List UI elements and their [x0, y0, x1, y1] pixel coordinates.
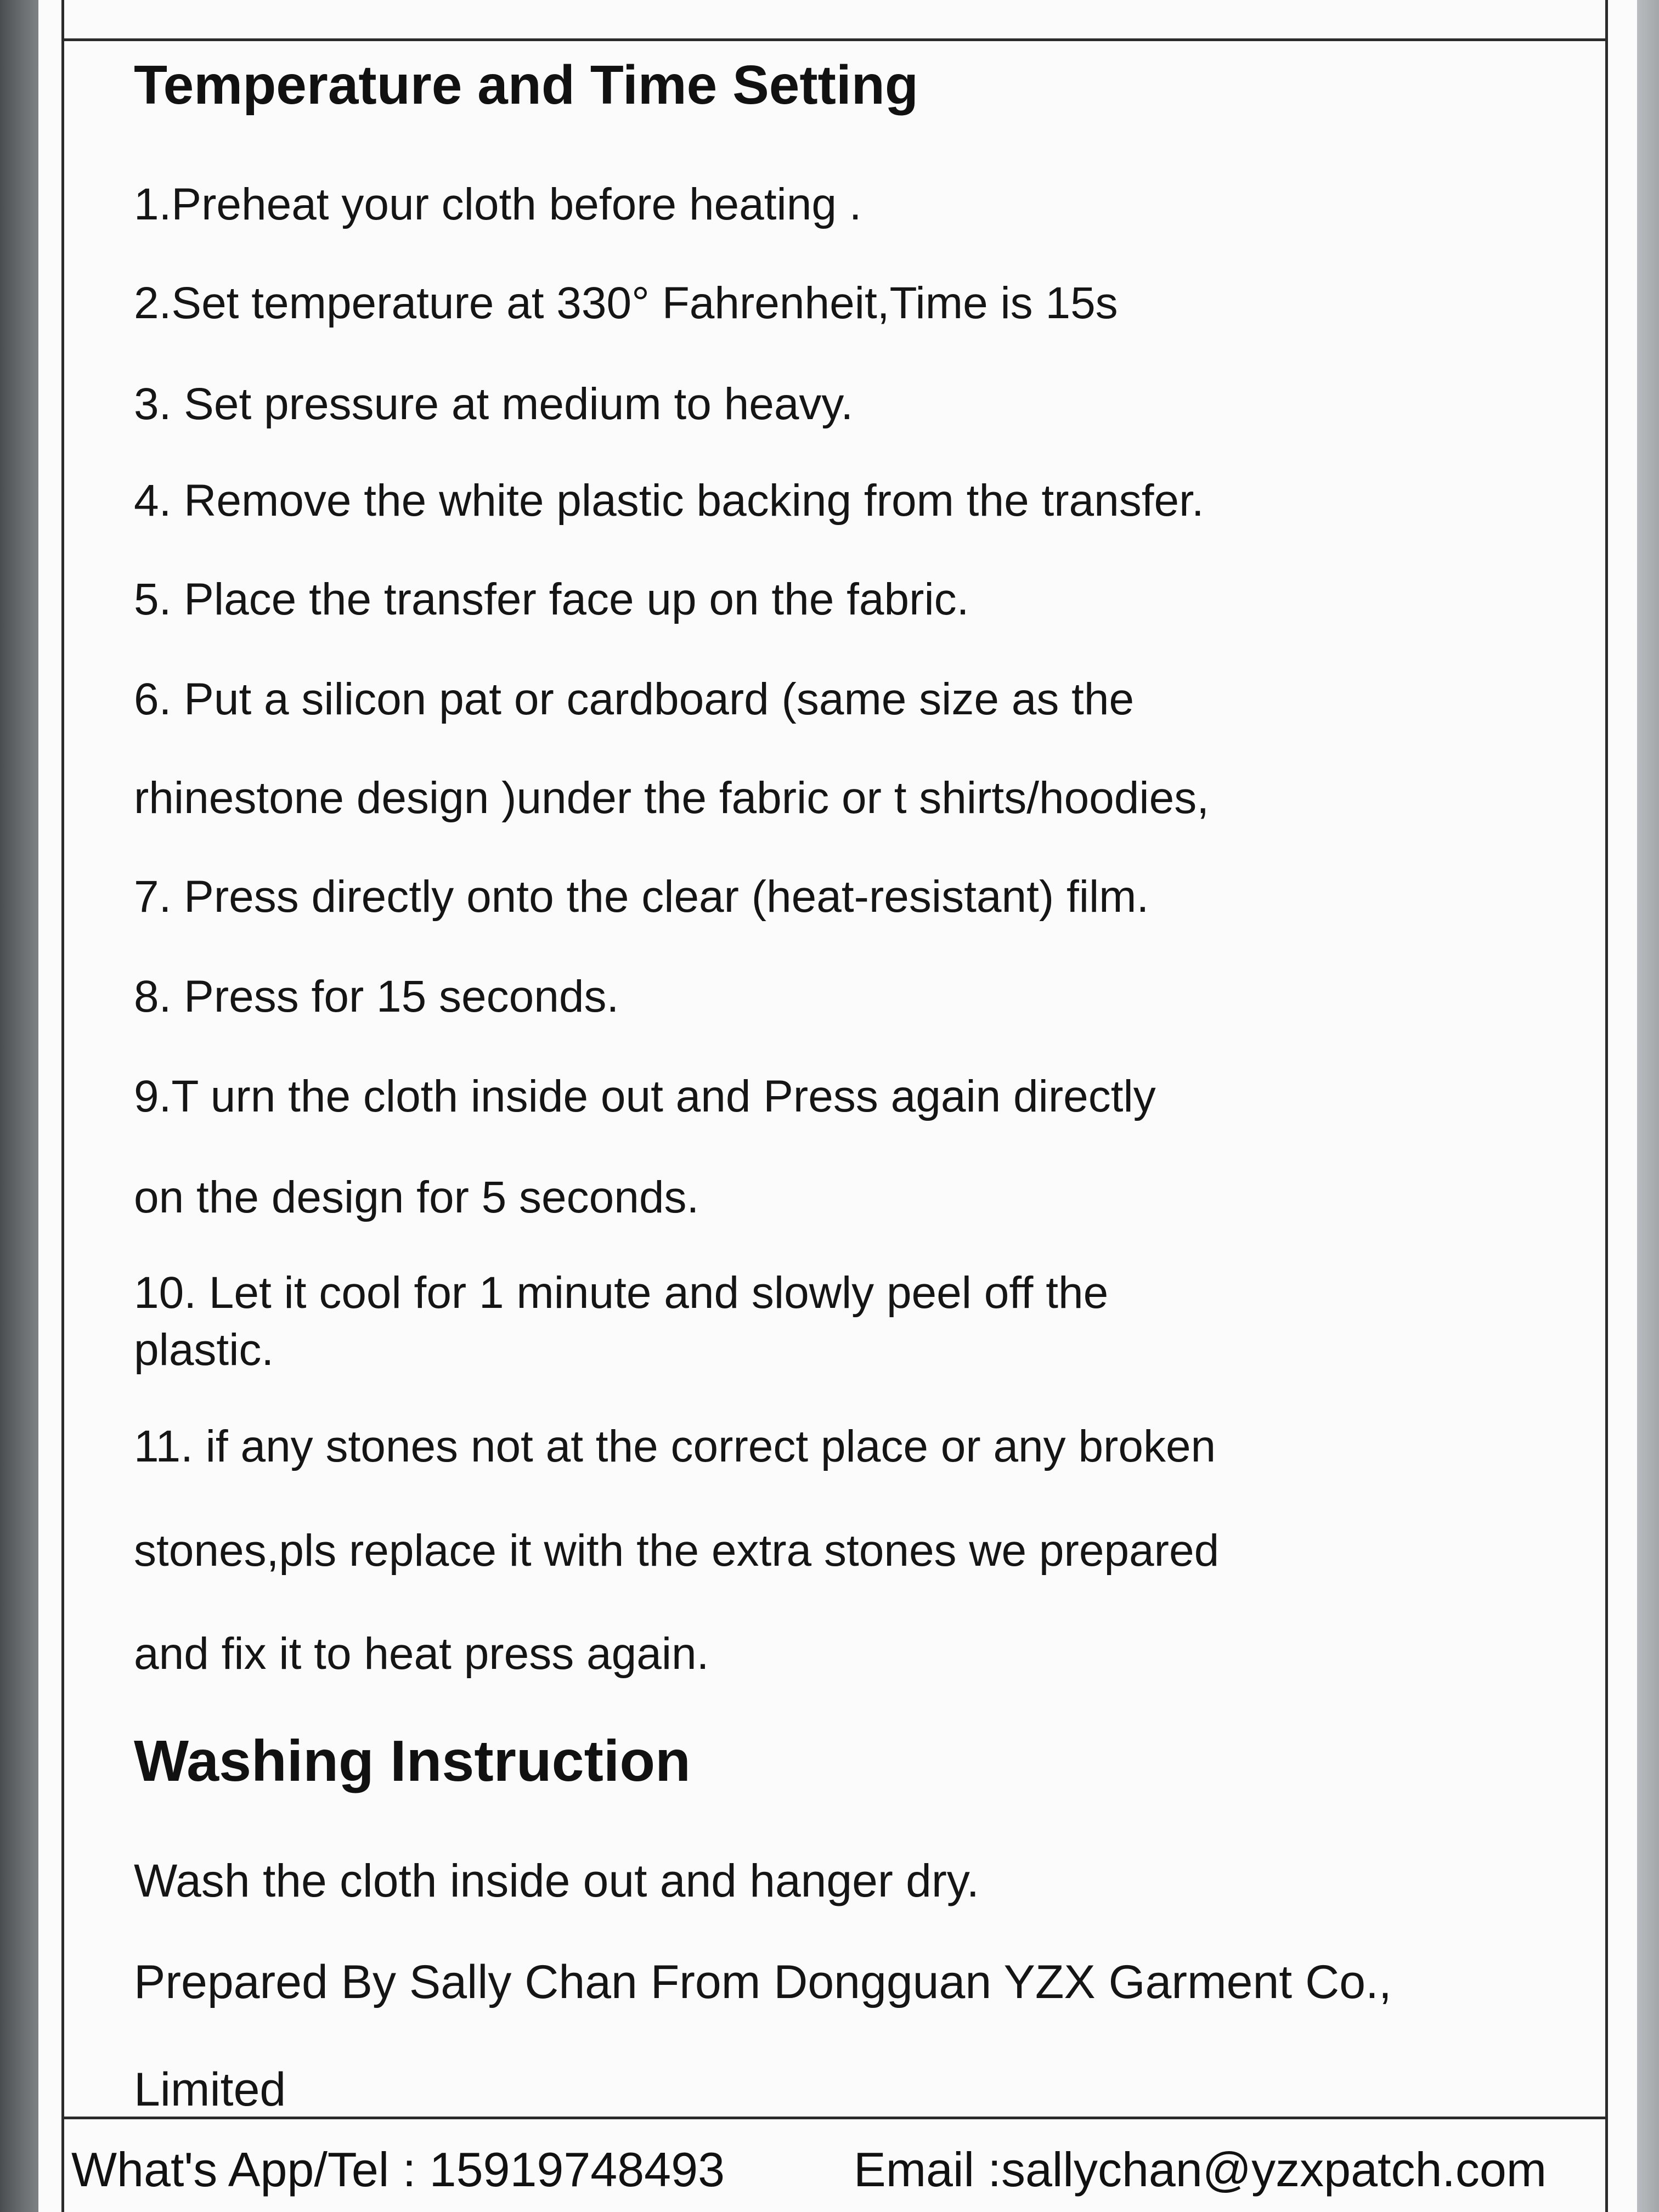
- step-6-line-1: 6. Put a silicon pat or cardboard (same size as the: [134, 674, 1135, 724]
- heading-temperature-time: Temperature and Time Setting: [134, 54, 918, 116]
- step-2: 2.Set temperature at 330° Fahrenheit,Time is 15s: [134, 278, 1118, 328]
- step-10-line-1: 10. Let it cool for 1 minute and slowly peel off the: [134, 1268, 1109, 1318]
- step-11-line-2: stones,pls replace it with the extra stones we prepared: [134, 1526, 1220, 1576]
- step-5: 5. Place the transfer face up on the fabric.: [134, 574, 969, 624]
- step-3: 3. Set pressure at medium to heavy.: [134, 379, 854, 429]
- frame-border-top: [61, 38, 1608, 41]
- step-11-line-3: and fix it to heat press again.: [134, 1629, 709, 1679]
- frame-border-bottom: [61, 2117, 1608, 2119]
- step-11-line-1: 11. if any stones not at the correct place or any broken: [134, 1421, 1216, 1471]
- instruction-sheet: [38, 0, 1637, 2212]
- step-4: 4. Remove the white plastic backing from the transfer.: [134, 476, 1204, 526]
- step-6-line-2: rhinestone design )under the fabric or t shirts/hoodies,: [134, 773, 1209, 823]
- photo-background-right: [1637, 0, 1659, 2212]
- photo-background-left: [0, 0, 38, 2212]
- contact-email: Email :sallychan@yzxpatch.com: [854, 2142, 1547, 2197]
- prepared-by-line-2: Limited: [134, 2063, 286, 2116]
- washing-instruction-text: Wash the cloth inside out and hanger dry.: [134, 1855, 979, 1906]
- frame-border-left: [61, 0, 64, 2212]
- step-7: 7. Press directly onto the clear (heat-resistant) film.: [134, 872, 1149, 922]
- contact-phone: What's App/Tel : 15919748493: [71, 2142, 725, 2197]
- step-8: 8. Press for 15 seconds.: [134, 972, 619, 1022]
- prepared-by-line-1: Prepared By Sally Chan From Dongguan YZX Garment Co.,: [134, 1956, 1392, 2008]
- step-9-line-2: on the design for 5 seconds.: [134, 1172, 699, 1222]
- heading-washing-instruction: Washing Instruction: [134, 1729, 691, 1793]
- step-1: 1.Preheat your cloth before heating .: [134, 179, 862, 229]
- step-9-line-1: 9.T urn the cloth inside out and Press again directly: [134, 1071, 1156, 1121]
- step-10-line-2: plastic.: [134, 1325, 274, 1375]
- frame-border-right: [1605, 0, 1608, 2212]
